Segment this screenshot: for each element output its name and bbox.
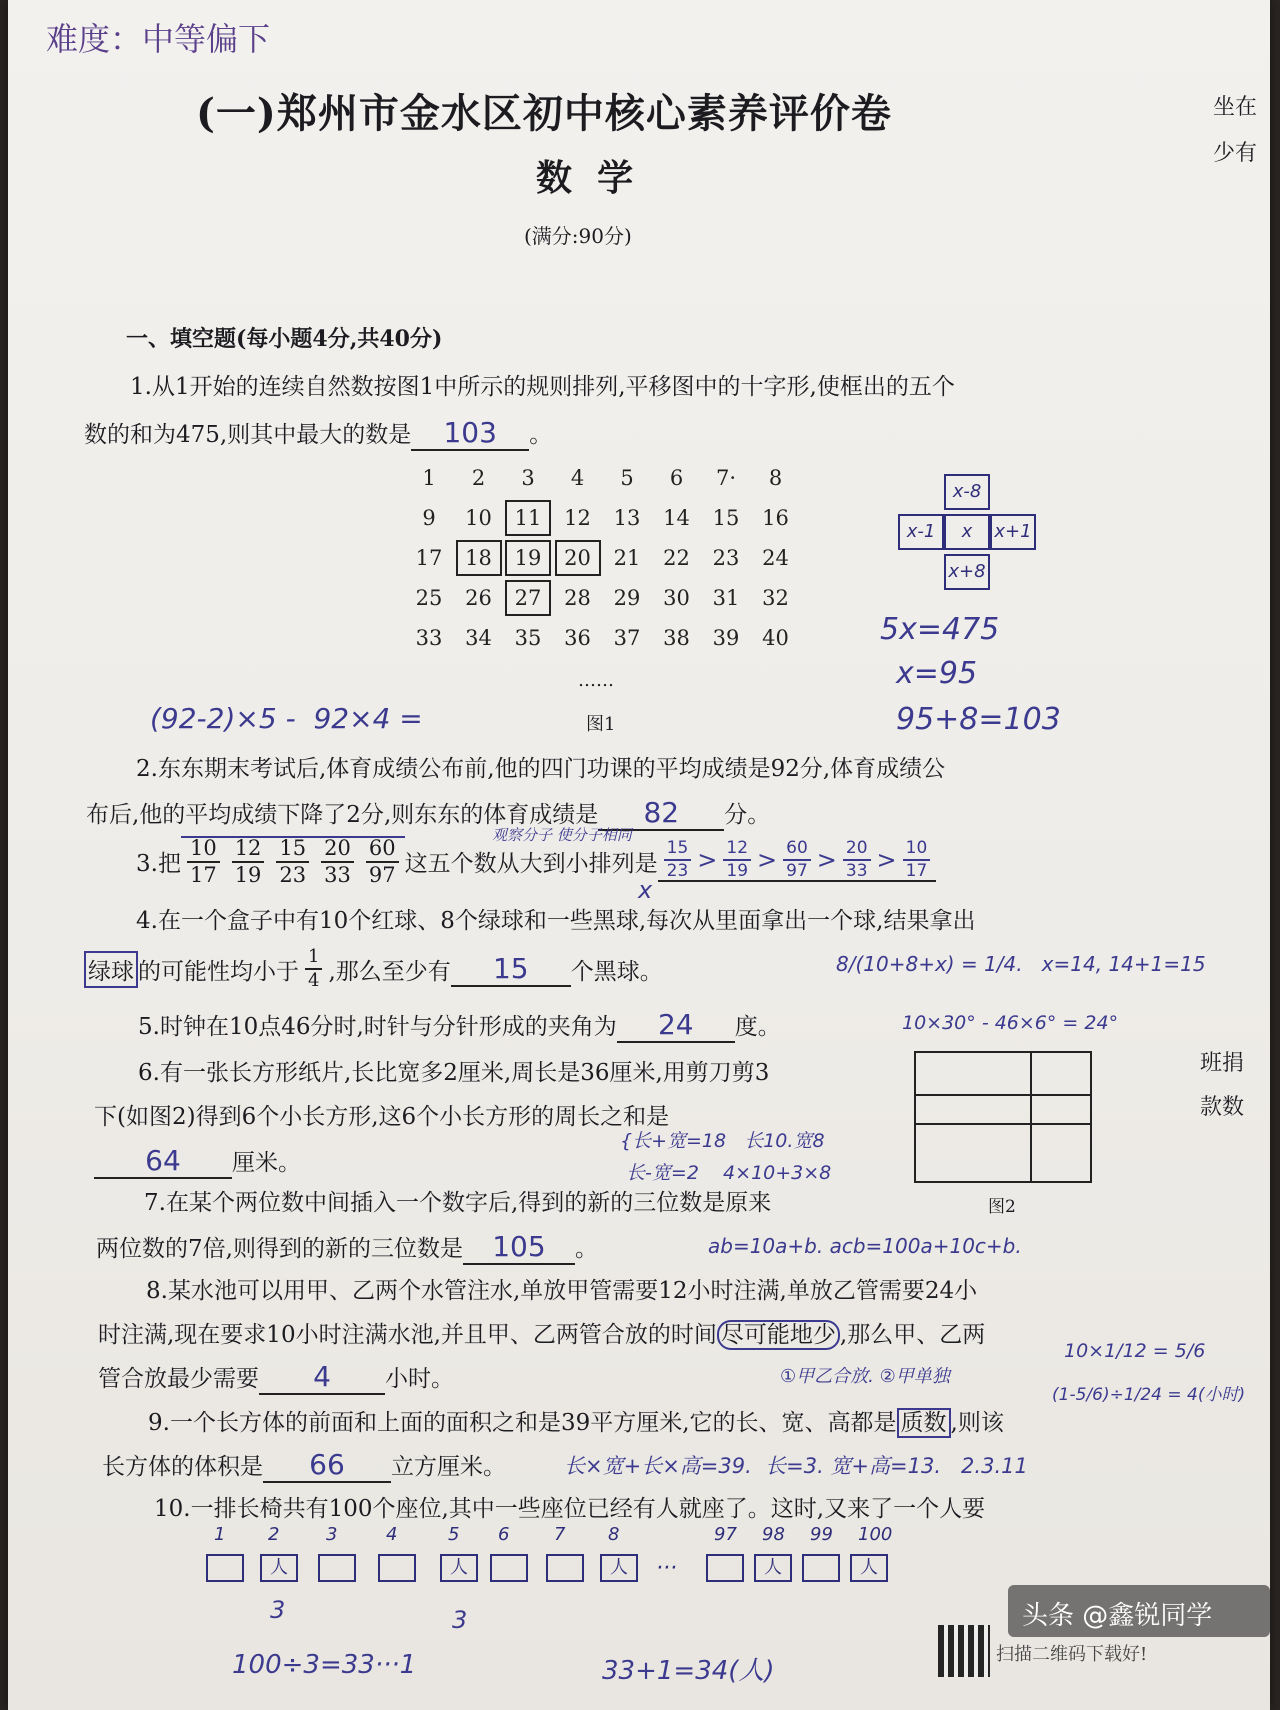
q3-frac-den: 23 [279, 863, 307, 887]
q10-group-2: 3 [452, 1606, 468, 1634]
qr-code-icon [938, 1625, 990, 1677]
grid-cell: 37 [613, 626, 641, 650]
q6-work-2: 长-宽=2 4×10+3×8 [620, 1162, 832, 1184]
q3-fraction [366, 838, 399, 886]
q3-ans-den: 19 [726, 861, 749, 881]
grid-cell: 17 [415, 546, 443, 570]
q9-text-a: 9.一个长方体的前面和上面的面积之和是39平方厘米,它的长、宽、高都是 [148, 1410, 897, 1436]
grid-cell: 39 [712, 626, 740, 650]
q8-work-2: 10×1/12 = 5/6 [1064, 1340, 1206, 1362]
watermark-bar [1008, 1585, 1270, 1637]
q3-ans-den: 17 [905, 861, 928, 881]
margin-text-1: 坐在 [1213, 95, 1258, 120]
seat-number: 98 [762, 1524, 785, 1545]
q2-line2 [86, 796, 770, 831]
grid-cell: 10 [465, 506, 492, 530]
seat-box [378, 1554, 416, 1582]
grid-cell: 18 [456, 540, 502, 576]
seat-box [802, 1554, 840, 1582]
seat-number: 5 [448, 1524, 460, 1545]
q8-work-3: (1-5/6)÷1/24 = 4(小时) [1052, 1385, 1246, 1405]
q1-line1: 1.从1开始的连续自然数按图1中所示的规则排列,平移图中的十字形,使框出的五个 [130, 374, 955, 400]
q10-group-1: 3 [270, 1596, 286, 1624]
q7-line1: 7.在某个两位数中间插入一个数字后,得到的新的三位数是原来 [144, 1190, 772, 1216]
q1-work-2: x=95 [896, 656, 978, 691]
q7-end: 。 [574, 1236, 598, 1262]
margin-text-2: 少有 [1213, 141, 1258, 166]
seat-box [546, 1554, 584, 1582]
q6-answer: 64 [145, 1144, 181, 1177]
q3-gt-sign: > [757, 846, 778, 874]
q3-gt-sign: > [816, 846, 837, 874]
q9-line1 [148, 1404, 1004, 1437]
seat-box: 人 [440, 1554, 478, 1582]
q6-end: 厘米。 [232, 1150, 301, 1176]
q1-answer-blank[interactable] [411, 416, 529, 451]
q2-end: 分。 [724, 802, 771, 828]
q8-line2 [98, 1316, 985, 1349]
q2-answer: 82 [643, 796, 680, 829]
grid-cell: 11 [505, 500, 551, 536]
q3-ans-den: 97 [786, 861, 808, 881]
margin-text-4: 款数 [1200, 1095, 1245, 1120]
grid-cell: 13 [613, 506, 641, 530]
q1-work-1: 5x=475 [880, 612, 1000, 647]
seat-box: 人 [850, 1554, 888, 1582]
seat-number: 3 [326, 1524, 338, 1545]
q3-answer-fraction [664, 840, 692, 880]
q4-answer: 15 [492, 951, 529, 985]
grid-cell: 19 [505, 540, 551, 576]
q3-fraction [187, 838, 220, 886]
subject-title: 数 学 [536, 157, 634, 199]
cross-left: x-1 [898, 514, 944, 550]
q3-ans-num: 60 [783, 840, 811, 861]
q3-frac-num: 20 [321, 838, 354, 863]
grid-cell: 40 [762, 626, 789, 650]
grid-cell: 22 [663, 546, 690, 570]
q3-gt-sign: > [876, 846, 897, 874]
grid-cell: 27 [505, 580, 551, 616]
q9-answer-blank[interactable] [263, 1448, 391, 1483]
grid-ellipsis: …… [578, 670, 614, 691]
seat-number: 4 [386, 1524, 398, 1545]
q3-ans-num: 10 [903, 840, 931, 861]
watermark-text: 头条 @鑫锐同学 [1022, 1601, 1213, 1631]
q10-line1: 10.一排长椅共有100个座位,其中一些座位已经有人就座了。这时,又来了一个人要 [154, 1496, 986, 1522]
q5-answer-blank[interactable] [617, 1008, 735, 1043]
q9-line2 [102, 1448, 506, 1483]
grid-cell: 24 [762, 546, 789, 570]
q3-fraction [232, 838, 265, 886]
q8-line1: 8.某水池可以用甲、乙两个水管注水,单放甲管需要12小时注满,单放乙管需要24小 [146, 1278, 978, 1304]
difficulty-note: 难度：中等偏下 [46, 20, 271, 58]
seat-number: 100 [858, 1524, 893, 1545]
q6-work-1: {长+宽=18 长10.宽8 [620, 1130, 825, 1152]
q3-frac-num: 10 [187, 838, 220, 863]
seat-number: 6 [498, 1524, 510, 1545]
q3-answer-fraction [843, 840, 871, 880]
q4-line2 [84, 948, 663, 990]
q4-frac-den: 4 [308, 970, 320, 991]
q1-end: 。 [529, 422, 553, 448]
q3-frac-num: 12 [232, 838, 265, 863]
grid-cell: 7· [715, 466, 737, 490]
q3-frac-num: 15 [276, 838, 309, 863]
q9-text: 长方体的体积是 [102, 1454, 263, 1480]
seat-box [318, 1554, 356, 1582]
q3-frac-num: 60 [366, 838, 399, 863]
q8-text-b: ,那么甲、乙两 [839, 1322, 986, 1348]
margin-text-3: 班捐 [1200, 1051, 1245, 1076]
q3-answer-fraction [783, 840, 811, 880]
q10-work-2: 33+1=34(人) [602, 1656, 775, 1686]
q4-line1: 4.在一个盒子中有10个红球、8个绿球和一些黑球,每次从里面拿出一个球,结果拿出 [136, 908, 976, 934]
q10-work-1: 100÷3=33···1 [232, 1650, 417, 1680]
q6-line1: 6.有一张长方形纸片,长比宽多2厘米,周长是36厘米,用剪刀剪3 [138, 1060, 770, 1086]
q5-line [138, 1008, 781, 1043]
q1-line2 [84, 416, 552, 451]
q3-mid-text: 这五个数从大到小排列是 [404, 850, 658, 877]
grid-cell: 20 [555, 540, 601, 576]
section-header: 一、填空题(每小题4分,共40分) [126, 326, 443, 352]
q3-ans-num: 12 [723, 840, 751, 861]
q7-text: 两位数的7倍,则得到的新的三位数是 [96, 1236, 463, 1262]
grid-cell: 5 [620, 466, 634, 490]
q3-ans-num: 20 [843, 840, 871, 861]
q7-line2 [96, 1230, 598, 1265]
q6-answer-blank[interactable] [94, 1144, 232, 1179]
q2-text: 布后,他的平均成绩下降了2分,则东东的体育成绩是 [86, 802, 599, 828]
q3-note: 观察分子 使分子相同 [492, 826, 632, 844]
grid-cell: 2 [471, 466, 486, 490]
q2-line1: 2.东东期末考试后,体育成绩公布前,他的四门功课的平均成绩是92分,体育成绩公 [136, 756, 946, 782]
q8-answer: 4 [313, 1360, 331, 1393]
grid-cell: 28 [564, 586, 591, 610]
q7-work: ab=10a+b. acb=100a+10c+b. [708, 1234, 1022, 1258]
grid-cell: 4 [570, 466, 585, 490]
seat-number: 97 [714, 1524, 737, 1545]
q4-fraction [305, 948, 322, 990]
q5-end: 度。 [734, 1014, 781, 1040]
grid-cell: 25 [415, 586, 443, 610]
qr-text: 扫描二维码下载好! [996, 1644, 1148, 1665]
q3-fraction [321, 838, 354, 886]
cross-right: x+1 [990, 514, 1036, 550]
q8-circled-text: 尽可能地少 [717, 1320, 840, 1350]
grid-cell: 32 [762, 586, 789, 610]
seat-number: 99 [810, 1524, 833, 1545]
q1-answer: 103 [443, 416, 497, 449]
seat-number: 2 [268, 1524, 280, 1545]
grid-cell: 1 [422, 466, 436, 490]
q1-scratch: (92-2)×5 - 92×4 = [150, 702, 423, 735]
q3-ans-den: 23 [666, 861, 689, 881]
fig2-vline [1030, 1053, 1032, 1181]
q5-answer: 24 [657, 1008, 694, 1041]
q3-ans-num: 15 [664, 840, 692, 861]
seat-box: 人 [600, 1554, 638, 1582]
grid-cell: 15 [712, 506, 740, 530]
q3-answer-fraction [903, 840, 931, 880]
fig2-label: 图2 [988, 1197, 1016, 1217]
fig2-hline-2 [916, 1123, 1090, 1125]
q9-text-b: ,则该 [950, 1410, 1004, 1436]
grid-cell: 29 [613, 586, 641, 610]
grid-cell: 9 [422, 506, 436, 530]
q3-fraction-list [181, 836, 405, 886]
figure-2-rectangle [914, 1051, 1092, 1183]
grid-cell: 14 [663, 506, 690, 530]
q1-text: 数的和为475,则其中最大的数是 [84, 422, 412, 448]
q4-text-b: 的可能性均小于 [138, 958, 299, 985]
grid-cell: 21 [613, 546, 641, 570]
seat-box [706, 1554, 744, 1582]
q1-work-3: 95+8=103 [896, 702, 1061, 737]
q4-answer-blank[interactable] [451, 952, 571, 987]
grid-cell: 12 [564, 506, 591, 530]
grid-cell: 30 [663, 586, 690, 610]
seat-box [490, 1554, 528, 1582]
grid-cell: 35 [514, 626, 542, 650]
cross-top: x-8 [944, 474, 990, 510]
grid-cell: 23 [712, 546, 740, 570]
seat-number: 7 [554, 1524, 566, 1545]
grid-cell: 6 [669, 466, 684, 490]
grid-cell: 3 [521, 466, 535, 490]
q3-frac-den: 17 [189, 863, 217, 887]
fig2-hline-1 [916, 1094, 1090, 1096]
full-score: (满分:90分) [524, 224, 632, 248]
q3-ans-den: 33 [845, 861, 868, 881]
q8-answer-blank[interactable] [259, 1360, 385, 1395]
grid-cell: 36 [564, 626, 591, 650]
q4-text-c: ,那么至少有 [328, 958, 451, 985]
q6-line3 [94, 1144, 301, 1179]
q4-work: 8/(10+8+x) = 1/4. x=14, 14+1=15 [836, 952, 1206, 976]
exam-paper [8, 0, 1270, 1710]
grid-cell: 38 [663, 626, 690, 650]
q9-end: 立方厘米。 [391, 1454, 506, 1480]
q7-answer-blank[interactable] [463, 1230, 575, 1265]
q8-text: 管合放最少需要 [98, 1366, 259, 1392]
exam-title: (一)郑州市金水区初中核心素养评价卷 [196, 90, 892, 137]
q3-gt-sign: > [697, 846, 718, 874]
q3-answer-fraction [723, 840, 751, 880]
fig1-label: 图1 [586, 714, 616, 735]
seat-box: 人 [260, 1554, 298, 1582]
q8-line3 [98, 1360, 454, 1395]
q4-boxed-word: 绿球 [84, 951, 138, 988]
q5-work: 10×30° - 46×6° = 24° [902, 1012, 1119, 1034]
q6-line2: 下(如图2)得到6个小长方形,这6个小长方形的周长之和是 [94, 1104, 670, 1130]
q3-frac-den: 33 [324, 863, 351, 887]
cross-center: x [944, 514, 990, 550]
grid-cell: 33 [415, 626, 443, 650]
q3-answer[interactable] [658, 840, 937, 882]
q4-mark: x [638, 876, 653, 904]
seat-ellipsis: ··· [656, 1556, 677, 1581]
cross-bottom: x+8 [944, 554, 990, 590]
seat-box [206, 1554, 244, 1582]
grid-cell: 8 [768, 466, 783, 490]
seat-number: 1 [214, 1524, 226, 1545]
q5-text: 5.时钟在10点46分时,时针与分针形成的夹角为 [138, 1014, 617, 1040]
q7-answer: 105 [492, 1230, 546, 1263]
grid-cell: 31 [712, 586, 740, 610]
grid-cell: 34 [465, 626, 492, 650]
q8-end: 小时。 [385, 1366, 454, 1392]
q9-work: 长×宽+长×高=39. 长=3. 宽+高=13. 2.3.11 [564, 1454, 1028, 1478]
q9-answer: 66 [309, 1448, 345, 1481]
q9-boxed-word: 质数 [897, 1408, 951, 1438]
q4-frac-num: 1 [305, 948, 322, 970]
q3-fraction [276, 838, 309, 886]
q3-frac-den: 97 [368, 863, 396, 887]
grid-cell: 16 [762, 506, 789, 530]
q3-frac-den: 19 [234, 863, 262, 887]
q4-end: 个黑球。 [570, 958, 663, 985]
seat-box: 人 [754, 1554, 792, 1582]
seat-number: 8 [608, 1524, 620, 1545]
grid-cell: 26 [465, 586, 492, 610]
q3-prefix: 3.把 [136, 850, 181, 877]
q8-text-a: 时注满,现在要求10小时注满水池,并且甲、乙两管合放的时间 [98, 1322, 717, 1348]
q8-work-1: ①甲乙合放. ②甲单独 [780, 1366, 950, 1387]
